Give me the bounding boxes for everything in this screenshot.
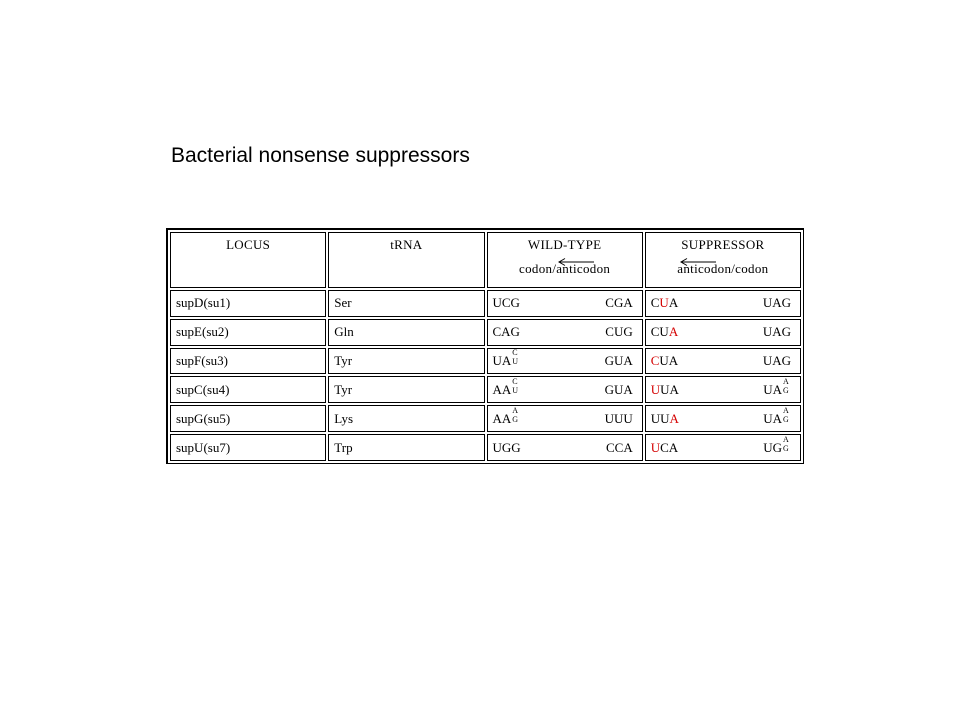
wt-codon: UCG bbox=[492, 295, 520, 311]
trna-cell: Lys bbox=[328, 405, 484, 432]
wt-anticodon: GUA bbox=[604, 381, 633, 397]
wt-anticodon: GUA bbox=[604, 352, 633, 368]
header-suppressor-sub bbox=[651, 261, 795, 277]
locus-cell: supE(su2) bbox=[170, 319, 326, 346]
suppressor-cell bbox=[645, 319, 801, 346]
wobble-base: A G bbox=[783, 434, 789, 453]
wobble-base: C U bbox=[512, 376, 519, 395]
trna-cell: Trp bbox=[328, 434, 484, 461]
wildtype-cell bbox=[487, 405, 643, 432]
header-wildtype-sub-text: codon/anticodon bbox=[519, 261, 611, 276]
trna-cell: Ser bbox=[328, 290, 484, 317]
wobble-base: A G bbox=[783, 405, 789, 424]
trna-cell: Tyr bbox=[328, 348, 484, 375]
header-wildtype-sub bbox=[493, 261, 637, 277]
trna-cell: Tyr bbox=[328, 376, 484, 403]
locus-cell: supU(su7) bbox=[170, 434, 326, 461]
sup-codon: UA A G bbox=[763, 411, 791, 427]
table-row bbox=[170, 376, 801, 403]
wt-codon: UGG bbox=[492, 439, 521, 455]
suppressor-cell bbox=[645, 376, 801, 403]
table-row bbox=[170, 290, 801, 317]
sup-anticodon: CUA bbox=[650, 324, 679, 340]
header-suppressor bbox=[645, 232, 801, 288]
header-suppressor-label: SUPPRESSOR bbox=[681, 237, 765, 252]
header-trna: tRNA bbox=[328, 232, 484, 288]
sup-anticodon: UCA bbox=[650, 439, 679, 455]
wt-codon: UA C U bbox=[493, 353, 521, 369]
header-locus: LOCUS bbox=[170, 232, 326, 288]
wobble-base: A G bbox=[783, 376, 789, 395]
header-suppressor-sub-text: anticodon/codon bbox=[677, 261, 769, 276]
suppressor-cell bbox=[645, 405, 801, 432]
locus-cell: supF(su3) bbox=[170, 348, 326, 375]
table-row bbox=[170, 434, 801, 461]
sup-anticodon: CUA bbox=[650, 352, 679, 368]
suppressor-cell bbox=[645, 348, 801, 375]
suppressor-table bbox=[166, 228, 804, 464]
wildtype-cell bbox=[487, 376, 643, 403]
table-row bbox=[170, 348, 801, 375]
locus-cell: supG(su5) bbox=[170, 405, 326, 432]
wt-anticodon: CUG bbox=[605, 324, 633, 340]
sup-codon: UAG bbox=[762, 295, 791, 311]
table-header-row bbox=[170, 232, 801, 288]
slide-title: Bacterial nonsense suppressors bbox=[171, 144, 470, 167]
wt-anticodon: UUU bbox=[604, 410, 633, 426]
sup-codon: UAG bbox=[762, 324, 791, 340]
wt-codon: AA C U bbox=[493, 382, 521, 398]
suppressor-cell bbox=[645, 434, 801, 461]
left-arrow-icon bbox=[679, 258, 717, 266]
left-arrow-icon bbox=[557, 258, 595, 266]
sup-anticodon: CUA bbox=[650, 295, 679, 311]
wobble-base: C U bbox=[512, 347, 519, 366]
sup-anticodon: UUA bbox=[650, 410, 679, 426]
wildtype-cell bbox=[487, 348, 643, 375]
sup-anticodon: UUA bbox=[650, 381, 679, 397]
suppressor-cell bbox=[645, 290, 801, 317]
wildtype-cell bbox=[487, 319, 643, 346]
wobble-base: A G bbox=[512, 405, 519, 424]
wildtype-cell bbox=[487, 434, 643, 461]
wt-codon: AA A G bbox=[493, 411, 521, 427]
sup-codon: UA A G bbox=[763, 382, 791, 398]
wt-codon: CAG bbox=[492, 324, 520, 340]
wt-anticodon: CCA bbox=[606, 439, 633, 455]
header-wildtype bbox=[487, 232, 643, 288]
wt-anticodon: CGA bbox=[605, 295, 633, 311]
trna-cell: Gln bbox=[328, 319, 484, 346]
sup-codon: UG A G bbox=[763, 440, 791, 456]
table-row bbox=[170, 319, 801, 346]
locus-cell: supD(su1) bbox=[170, 290, 326, 317]
sup-codon: UAG bbox=[762, 352, 791, 368]
locus-cell: supC(su4) bbox=[170, 376, 326, 403]
wildtype-cell bbox=[487, 290, 643, 317]
table-row bbox=[170, 405, 801, 432]
header-wildtype-label: WILD-TYPE bbox=[527, 237, 602, 252]
